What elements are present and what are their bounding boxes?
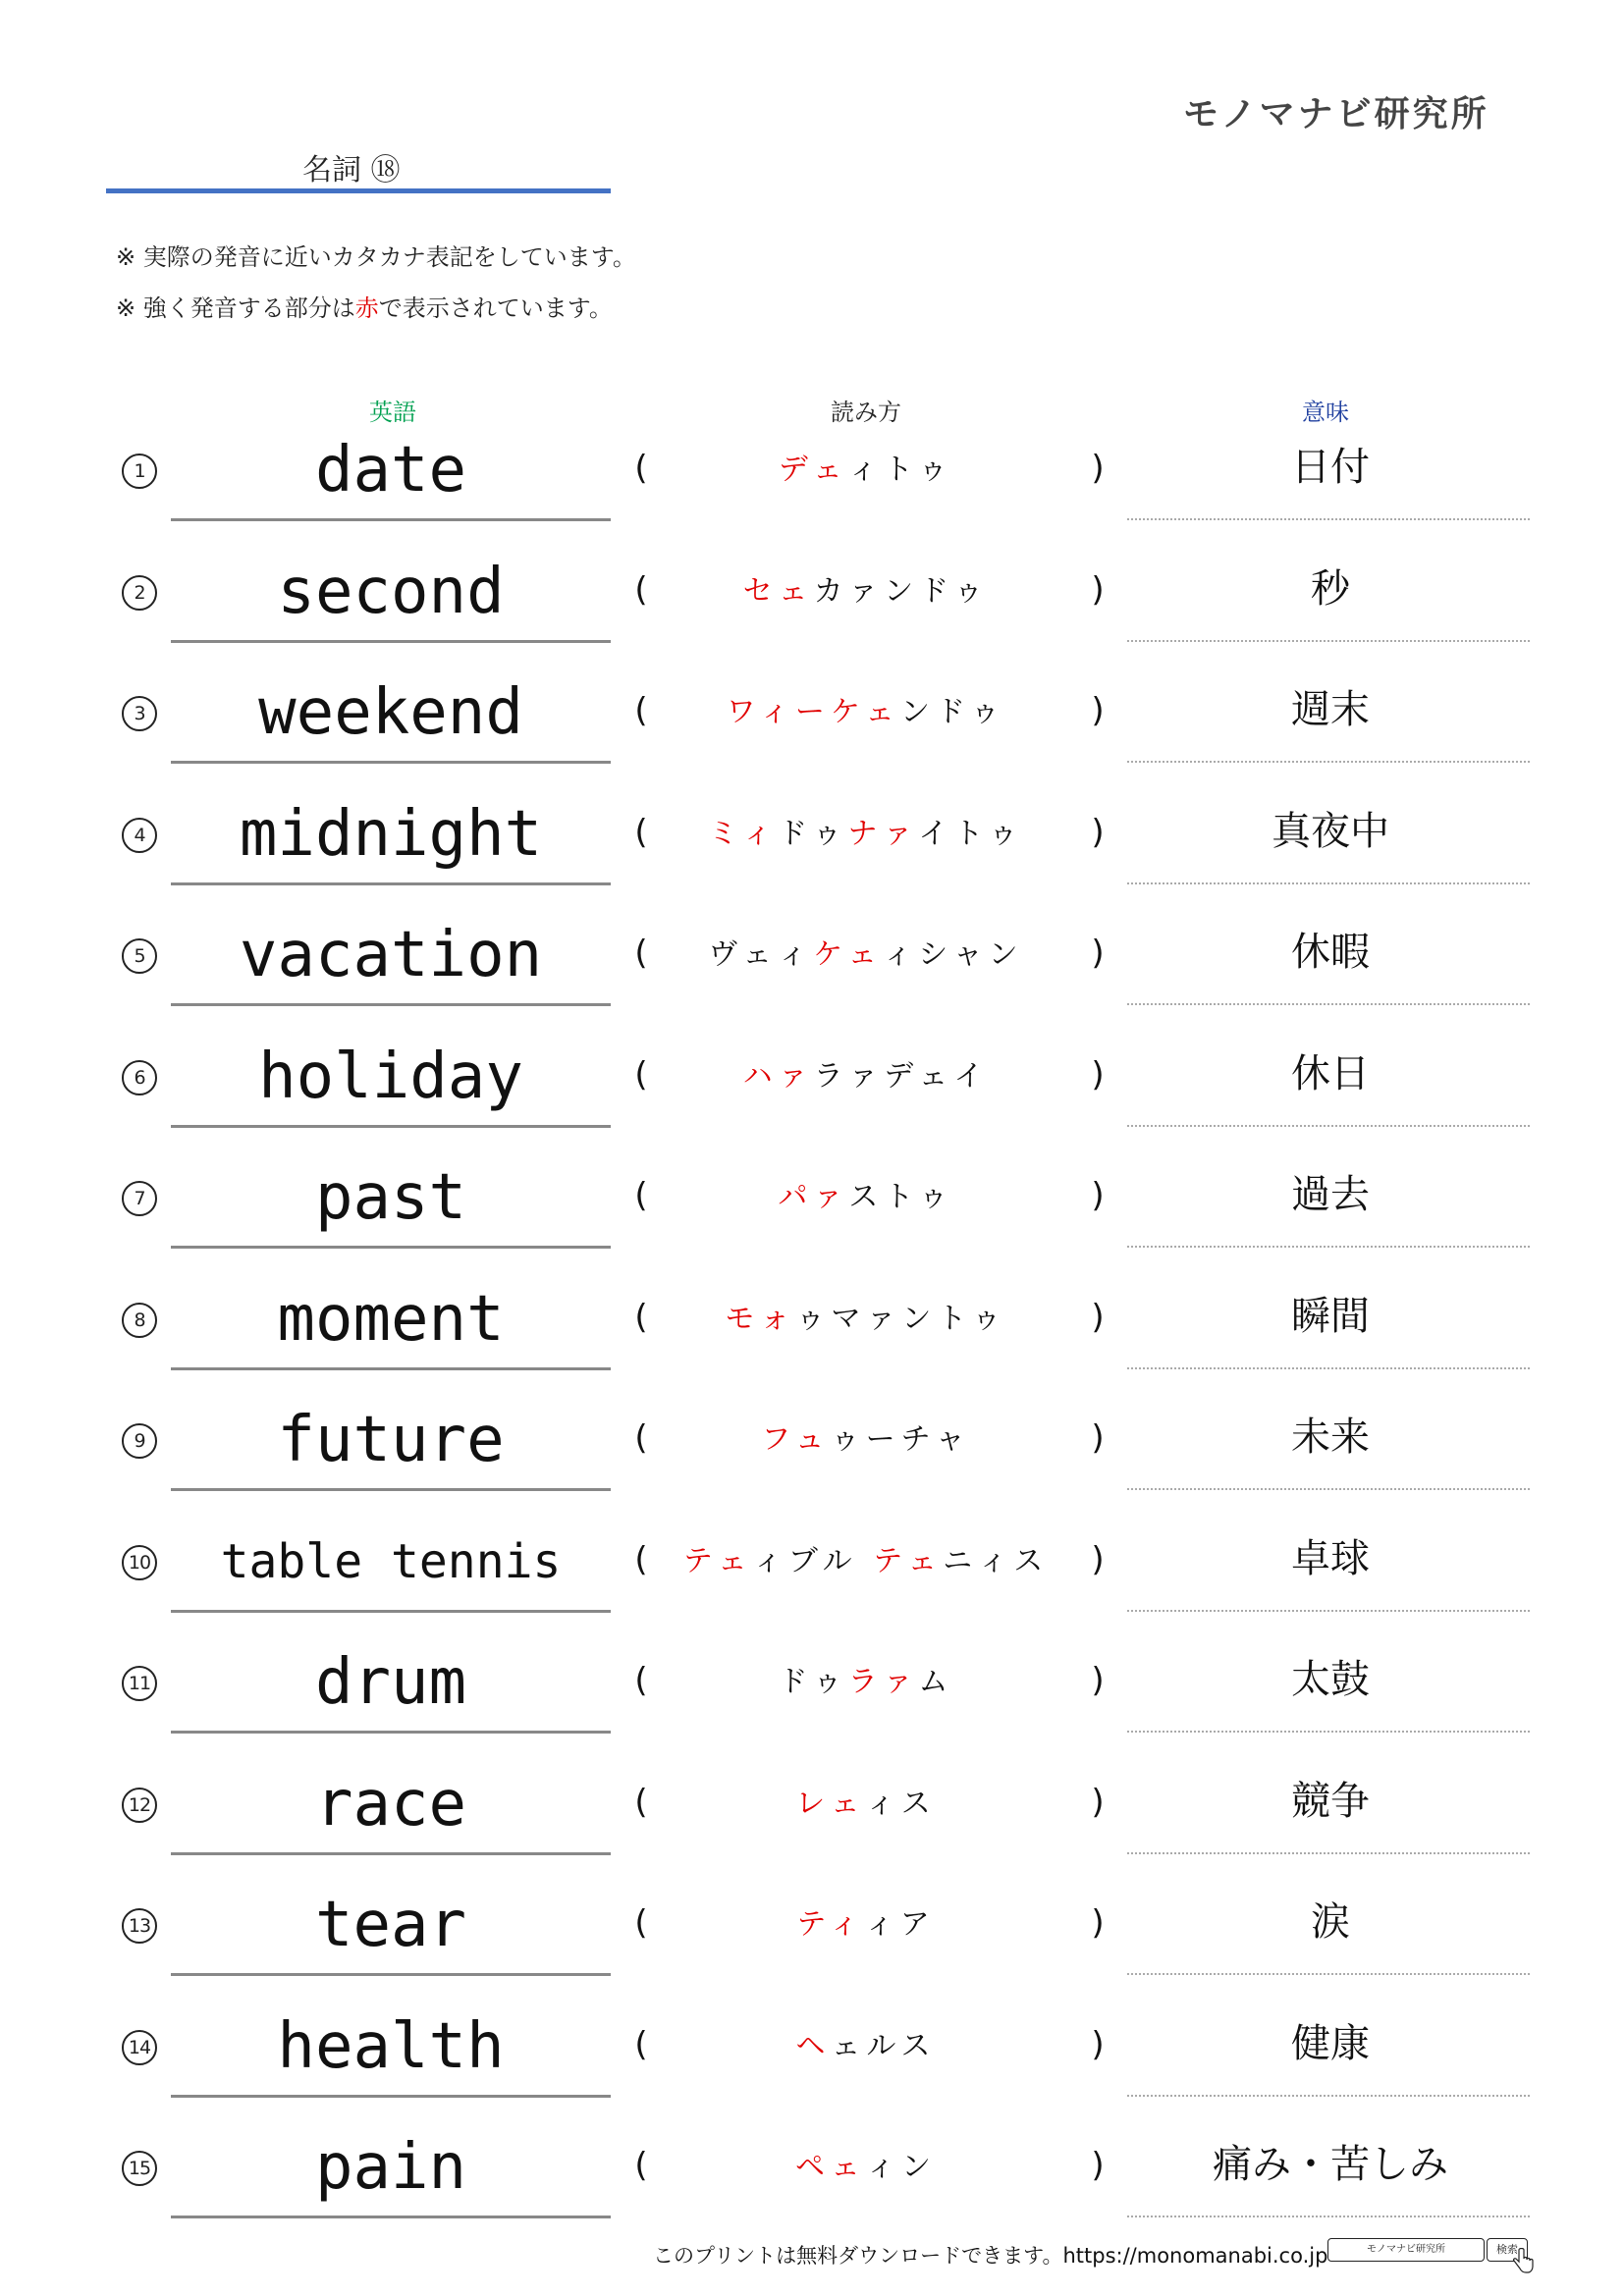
item-number: 11 [122,1666,157,1701]
english-word: drum [314,1646,467,1719]
vocab-row [0,1629,1624,1750]
english-word: vacation [239,919,543,991]
close-paren: ) [1091,934,1105,973]
japanese-meaning: 競争 [1291,1778,1370,1824]
open-paren: ( [634,1539,648,1579]
meaning-underline [1127,1731,1530,1733]
katakana-reading [660,1415,1072,1465]
english-word: table tennis [220,1533,562,1589]
vocab-row [0,1508,1624,1629]
japanese-meaning: 休日 [1291,1050,1370,1096]
open-paren: ( [634,2146,648,2185]
item-number: 4 [122,818,157,853]
close-paren: ) [1091,2024,1105,2064]
word-underline [171,518,611,521]
item-number: 14 [122,2030,157,2065]
close-paren: ) [1091,1903,1105,1943]
open-paren: ( [634,1176,648,1215]
item-number: 6 [122,1060,157,1095]
japanese-meaning: 未来 [1291,1415,1370,1460]
meaning-underline [1127,640,1530,642]
word-underline [171,640,611,643]
katakana-reading [660,1173,1072,1222]
close-paren: ) [1091,812,1105,852]
japanese-meaning: 週末 [1291,687,1370,732]
stressed-syllable: デェ [778,453,848,487]
katakana-reading [660,1780,1072,1829]
stressed-syllable: ラァ [847,1665,919,1699]
word-underline [171,882,611,885]
item-number: 5 [122,938,157,974]
meaning-underline [1127,1125,1530,1127]
open-paren: ( [634,1661,648,1700]
note-emphasis: 赤 [354,294,379,322]
meaning-underline [1127,761,1530,763]
close-paren: ) [1091,1054,1105,1095]
english-word: past [314,1161,467,1234]
open-paren: ( [634,934,648,973]
meaning-underline [1127,1973,1530,1975]
unstressed-syllable: ニィス [943,1543,1050,1578]
vocab-row [0,2113,1624,2235]
footer-text: このプリントは無料ダウンロードできます。https://monomanabi.co.jp [653,2244,1328,2268]
close-paren: ) [1091,1176,1105,1215]
meaning-underline [1127,1488,1530,1490]
site-logo: モノマナビ研究所 [1183,94,1489,134]
katakana-reading [660,446,1072,495]
english-word: pain [314,2131,467,2204]
unstressed-syllable: ム [918,1665,954,1699]
katakana-reading [660,2022,1072,2071]
close-paren: ) [1091,691,1105,730]
meaning-underline [1127,2216,1530,2217]
item-number: 7 [122,1181,157,1216]
close-paren: ) [1091,1539,1105,1579]
meaning-underline [1127,1003,1530,1005]
word-underline [171,1852,611,1855]
stressed-syllable: モォ [725,1301,796,1336]
stressed-syllable: ワィーケェ [726,695,901,729]
english-word: moment [277,1282,505,1356]
word-underline [171,1731,611,1734]
word-underline [171,1367,611,1370]
open-paren: ( [634,1418,648,1458]
stressed-syllable: テェ [682,1543,753,1578]
unstressed-syllable: ィシャン [883,937,1024,972]
japanese-meaning: 秒 [1311,565,1350,612]
unstressed-syllable: ィン [866,2150,937,2184]
katakana-reading [660,1658,1072,1707]
unstressed-syllable: ドゥ [778,816,848,851]
vocab-row [0,780,1624,902]
stressed-syllable: ハァ [742,1058,814,1094]
open-paren: ( [634,1782,648,1822]
english-word: weekend [258,676,523,749]
english-word: tear [314,1889,467,1961]
close-paren: ) [1091,449,1105,488]
close-paren: ) [1091,1782,1105,1822]
open-paren: ( [634,691,648,730]
item-number: 3 [122,696,157,731]
column-header-meaning: 意味 [1302,399,1349,426]
unstressed-syllable: ィア [864,1907,936,1942]
japanese-meaning: 卓球 [1291,1535,1370,1581]
vocab-row [0,1993,1624,2114]
open-paren: ( [634,812,648,852]
meaning-underline [1127,1367,1530,1369]
column-header-reading: 読み方 [831,399,901,426]
unstressed-syllable: ドゥ [778,1665,848,1699]
stressed-syllable: セェ [742,573,814,609]
search-box[interactable]: モノマナビ研究所 [1327,2238,1485,2262]
hand-pointer-icon [1512,2248,1534,2275]
open-paren: ( [634,449,648,488]
item-number: 12 [122,1788,157,1823]
japanese-meaning: 涙 [1311,1899,1350,1945]
unstressed-syllable: カァンドゥ [813,573,990,609]
unstressed-syllable: イトゥ [918,816,1024,851]
stressed-syllable: ティ [796,1907,865,1942]
katakana-reading [660,2143,1072,2192]
stressed-syllable: ミィ [708,816,779,851]
stressed-syllable: フュ [761,1422,831,1457]
english-word: second [277,555,505,628]
open-paren: ( [634,1903,648,1943]
word-underline [171,1488,611,1491]
unstressed-syllable: ェルス [831,2028,937,2063]
japanese-meaning: 痛み・苦しみ [1213,2142,1448,2187]
unstressed-syllable: ィス [865,1786,937,1821]
english-word: midnight [239,797,543,871]
stressed-syllable: パァ [778,1180,849,1214]
item-number: 2 [122,575,157,611]
word-underline [171,1125,611,1128]
stressed-syllable: ケェ [813,937,884,972]
stressed-syllable: テェ [873,1543,944,1578]
title-underline [106,188,611,193]
english-word: race [314,1767,467,1841]
vocab-row [0,1386,1624,1508]
vocab-row [0,1750,1624,1872]
japanese-meaning: 日付 [1291,445,1370,490]
vocab-row [0,1871,1624,1993]
note-1 [116,238,803,271]
vocab-row [0,659,1624,780]
stressed-syllable: ヘ [795,2028,832,2063]
word-underline [171,1610,611,1613]
meaning-underline [1127,882,1530,884]
katakana-reading [660,688,1072,737]
word-underline [171,1246,611,1249]
unstressed-syllable: ラァデェイ [813,1058,990,1094]
vocab-row [0,1023,1624,1145]
search-button[interactable]: 検索 [1487,2238,1528,2262]
item-number: 10 [122,1545,157,1580]
word-underline [171,1973,611,1976]
meaning-underline [1127,2095,1530,2097]
katakana-reading [660,1900,1072,1949]
katakana-reading [660,1052,1072,1101]
open-paren: ( [634,2024,648,2064]
word-underline [171,761,611,764]
katakana-reading [660,1537,1072,1586]
note-2 [116,289,803,322]
meaning-underline [1127,1610,1530,1612]
close-paren: ) [1091,1297,1105,1337]
close-paren: ) [1091,569,1105,610]
vocab-row [0,416,1624,538]
unstressed-syllable: ィトゥ [847,453,954,487]
meaning-underline [1127,1246,1530,1248]
word-underline [171,2216,611,2218]
katakana-reading [660,931,1072,980]
katakana-reading [660,1295,1072,1344]
stressed-syllable: レェ [795,1786,866,1821]
japanese-meaning: 休暇 [1291,930,1370,975]
vocab-row [0,901,1624,1023]
close-paren: ) [1091,1661,1105,1700]
japanese-meaning: 真夜中 [1272,808,1389,854]
stressed-syllable: ナァ [847,816,919,851]
meaning-underline [1127,518,1530,520]
katakana-reading [660,567,1072,616]
note-text: で表示されています。 [378,294,613,322]
japanese-meaning: 瞬間 [1291,1293,1370,1339]
unstressed-syllable: ンドゥ [900,695,1006,729]
item-number: 1 [122,454,157,489]
stressed-syllable: ペェ [795,2150,866,2184]
page-title: 名詞 ⑱ [302,153,401,187]
column-header-english: 英語 [369,399,416,426]
open-paren: ( [634,1297,648,1337]
japanese-meaning: 過去 [1291,1172,1370,1217]
english-word: future [277,1404,505,1476]
unstressed-syllable: ゥーチャ [830,1422,971,1457]
open-paren: ( [634,569,648,610]
item-number: 9 [122,1423,157,1459]
english-word: health [277,2009,505,2083]
english-word: holiday [258,1040,523,1113]
word-underline [171,1003,611,1006]
vocab-row [0,1144,1624,1265]
unstressed-syllable: ストゥ [848,1180,954,1214]
japanese-meaning: 健康 [1291,2020,1370,2066]
item-number: 8 [122,1303,157,1338]
unstressed-syllable: ィブル [752,1543,874,1578]
note-text: ※ 強く発音する部分は [116,294,355,322]
japanese-meaning: 太鼓 [1291,1657,1370,1702]
english-word: date [314,434,467,507]
unstressed-syllable: ヴェィ [708,937,814,972]
open-paren: ( [634,1054,648,1095]
meaning-underline [1127,1852,1530,1854]
note-text: ※ 実際の発音に近いカタカナ表記をしています。 [116,243,636,271]
close-paren: ) [1091,1418,1105,1458]
item-number: 15 [122,2151,157,2186]
vocab-row [0,1265,1624,1387]
vocab-row [0,538,1624,660]
unstressed-syllable: ゥマァントゥ [795,1301,1007,1336]
word-underline [171,2095,611,2098]
katakana-reading [660,810,1072,859]
close-paren: ) [1091,2146,1105,2185]
item-number: 13 [122,1908,157,1944]
